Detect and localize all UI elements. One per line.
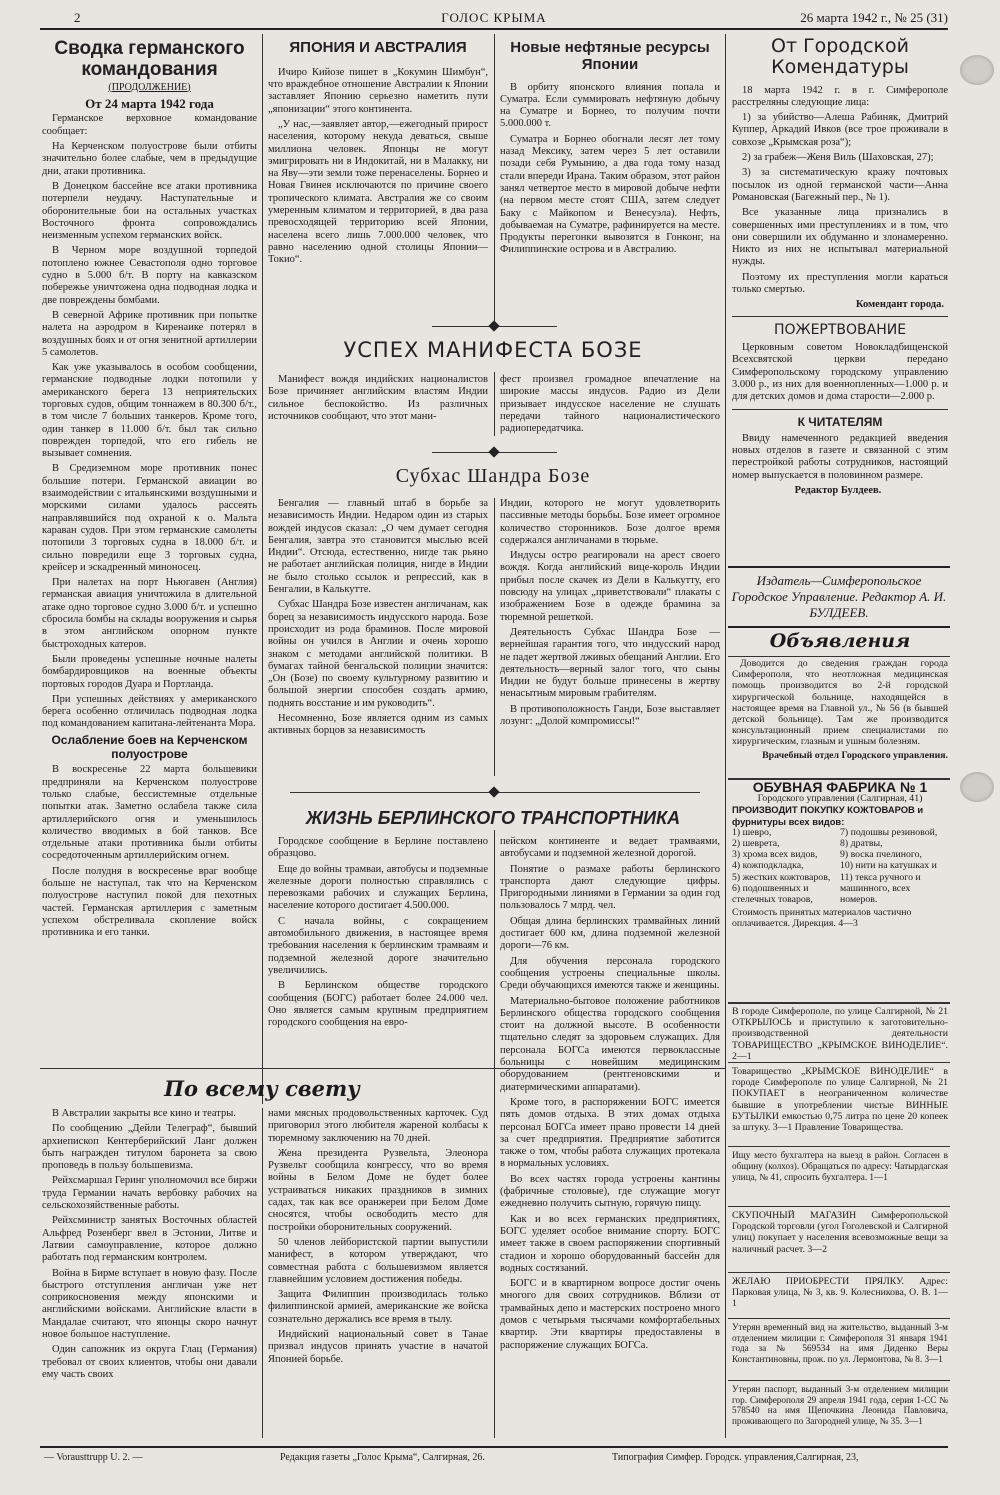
column-rule (262, 1108, 263, 1438)
paragraph: Все указанные лица признались в совершенных ими преступлениях и в том, что они совершили их обдуманно и злонамеренно. Никто из них не испытывал материальной нужды. (732, 207, 948, 268)
japan-oil-article (500, 36, 720, 321)
publisher-box (728, 566, 950, 628)
news-item: 50 членов лейбористской партии выпустили манифест, в котором утверждают, что совместная работа с большевизмом является главнейшим условием достижения победы. (268, 1236, 488, 1285)
news-item: Индийский национальный совет в Танае призвал индусов принять участие в начатой Японией борьбе. (268, 1329, 488, 1365)
paragraph: Как уже указывалось в особом сообщении, германские подводные лодки потопили у американского берега 13 неприятельских торговых судов, общим тоннажем в 80.300 б/т., в том числе 7 больших танкеров. Кроме того, один танкер в 11.000 б/т. был так сильно поврежден торпедой, что его гибель не вызывает сомнения. (42, 362, 257, 460)
paragraph: После полудня в воскресенье враг вообще больше не наступал, так что на Керченском полуострове наступил покой для пехотных частей. Германская артиллерия с заметным успехом обстреливала скопление войск противника и его танки. (42, 865, 257, 939)
paragraph: 1) за убийство—Алеша Рабиняк, Дмитрий Куппер, Аркадий Ивков (все трое проживали в совхозе „Крымская роза“); (732, 112, 948, 148)
column-rule (494, 372, 495, 436)
section-rule (728, 1146, 950, 1147)
bose-right (500, 498, 720, 780)
paragraph: В орбиту японского влияния попала и Суматра. Если суммировать нефтяную добычу на Суматре и Борнео, то получим почти 5.000.000 т. (500, 81, 720, 130)
news-item: нами мясных продовольственных карточек. Суд приговорил этого любителя жареной колбасы к тюремному заключению на 70 дней. (268, 1108, 488, 1144)
paragraph: На Керченском полуострове были отбиты значительно более слабые, чем в предыдущие дни, атаки противника. (42, 141, 257, 177)
ad-text: Товарищество „КРЫМСКОЕ ВИНОДЕЛИЕ“ в городе Симферополе по улице Салгирной, № 21 ПОКУПАЕТ в неограниченном количестве бывшие в употреблении чистые ВИННЫЕ БУТЫЛКИ емкостью 0,75 литра по цене 20 копеек за штуку. 3—1 Правление Товарищества. (732, 1066, 948, 1134)
ad-heading: ПРОИЗВОДИТ ПОКУПКУ КОЖТОВАРОВ и фурнитуры всех видов: (732, 804, 924, 827)
paragraph: При успешных действиях у американского берега особенно отличилась подводная лодка под командованием капитана-лейтенанта Мора. (42, 693, 257, 730)
article-title: Сводка германского командования (54, 38, 245, 81)
ad-list-item: 7) подошвы резиновой, (840, 826, 938, 838)
ad-lost-passport (732, 1384, 948, 1426)
news-item: По сообщению „Дейли Телеграф“, бывший архиепископ Кентерберийский Ланг должен быть награжден титулом баронета за свою проповедь в пользу большевизма. (42, 1123, 257, 1172)
paragraph: БОГС и в квартирном вопросе достиг очень многого для своих сотрудников. Вблизи от трамвайных депо и мастерских построено много домов с четырьмя тысячами комфортабельных квартир. Эти квартиры предоставлены в распоряжение служащих БОГСа. (500, 1278, 720, 1351)
column-rule (725, 34, 726, 1438)
ad-second-hand-shop (732, 1210, 948, 1255)
paragraph: Несомненно, Бозе является одним из самых активных борцов за независимость (268, 713, 488, 737)
paragraph: В Средиземном море противник понес большие потери. Германской авиации во взаимодействии с итальянскими воздушными и морскими силами удалось рассеять направлявшийся под охраной к о. Мальта караван судов. При этом германские самолеты потопили 3 торговых судна в 18.000 б/т. и сильно повредили еще 3 торговых судна, крейсер и эскадренный миноносец. (42, 463, 257, 573)
ad-text: Утерян временный вид на жительство, выданный 3-м отделением милиции г. Симферополя 31 января 1941 года за № 569534 на имя Диденко Веры Константиновны, прож. по ул. Лермонтова, № 8. 3—1 (732, 1322, 948, 1364)
ad-list-item: 1) шевро, (732, 826, 772, 838)
paragraph: Еще до войны трамваи, автобусы и подземные железные дороги полностью справлялись с перевозками рабочих и служащих Берлина, население которого достигает 4.500.000. (268, 863, 488, 912)
article-title: Субхас Шандра Бозе (395, 465, 591, 487)
section-rule (728, 1318, 950, 1319)
ad-medical (732, 658, 948, 761)
ad-list-item: 11) текса ручного и машинного, всех номеров. (840, 871, 921, 906)
page-header (40, 8, 948, 30)
ad-list-item: 9) воска пчелиного, (840, 849, 922, 861)
ad-list-item: 8) дратвы, (840, 838, 883, 850)
paragraph: Общая длина берлинских трамвайных линий достигает 600 км, длина подземной железной дороги—76 км. (500, 915, 720, 952)
paragraph: 2) за грабеж—Женя Виль (Шаховская, 27); (742, 152, 934, 164)
ad-list-item: 4) кожподкладка, (732, 860, 804, 872)
page-number: 2 (74, 10, 81, 25)
paragraph: Суматра и Борнео обогнали лесят лет тому назад Мексику, затем через 5 лет оставили позади себя Румынию, а два года тому назад стали впереди Ирана. Таким образом, этот район занял четвертое место в мировой добыче нефти (на первом месте стоят США, затем следует Баку с Майкопом и Венесуэла). Нефть, добываемая на Суматре, рафинируется на месте. Продукты перегонки вывозятся в Гонконг, на Филиппинские острова и в Австралию. (500, 133, 720, 256)
column-rule (494, 830, 495, 1438)
paragraph: 3) за систематическую кражу почтовых посылок из одной германской части—Анна Романовская (Багежный пер., № 1). (732, 167, 948, 203)
paragraph: Манифест вождя индийских националистов Бозе причиняет английским властям Индии сильное беспокойство. Из различных источников сообщают, что этот мани- (268, 374, 488, 422)
paragraph: Материально-бытовое положение работников Берлинского общества городского сообщения стоит на должной высоте. В особенности тщательно следят за здоровьем служащих. Для персонала БОГСа имеются первоклассные больницы с новейшим медицинским оборудованием (рентгеновскими и диатермическими аппаратами). (500, 995, 720, 1093)
ad-list-item: 6) подошвенных и стелечных товаров, (732, 882, 813, 906)
section-title: К ЧИТАТЕЛЯМ (732, 409, 948, 429)
news-item: В Австралии закрыты все кино и театры. (52, 1108, 236, 1119)
manifesto-left (268, 374, 488, 440)
ad-text: Доводится до сведения граждан города Симферополя, что неотложная медицинская помощь производится во 2-й городской хирургической больнице, находящейся в настоящее время на Главной ул., № 56 (в бывшей детской больнице). Там же производится консультационный прием специалистами по хирургическим, глазным и ушным болезням. (732, 658, 948, 748)
paragraph: Были проведены успешные ночные налеты бомбардировщиков на военные объекты портовых городов Дуара и Портланда. (42, 653, 257, 690)
paragraph: Понятие о размахе работы берлинского транспорта дают следующие цифры. Пригородными линиями в Германии за один год пользовалось 7 млрд. чел. (500, 863, 720, 912)
binder-hole (960, 772, 994, 802)
paragraph: Церковным советом Новокладбищенской Всехсвятской церкви передано Симферопольскому городскому управлению 3.000 р., из них для военнопленных—1.000 р. и для детских домов и дома старости—2.000 р. (732, 341, 948, 403)
paragraph: Ичиро Кийозе пишет в „Кокумин Шимбун“, что враждебное отношение Австралии к Японии заставляет Японию серьезно наметить пути „японизации“ этого континента. (268, 66, 488, 115)
manifesto-right (500, 374, 720, 440)
paragraph: Бенгалия — главный штаб в борьбе за независимость Индии. Недаром один из старых вождей индусов сказал: „О чем думает сегодня Бенгалия, завтра это становится мыслью всей Индии“. Отсюда, естественно, нигде так рьяно не работает английская полиция, нигде в Индии не было столько ссылок и репрессий, как в Бенгалии, в Калькутте. (268, 498, 488, 596)
column-rule (494, 34, 495, 324)
berlin-right (500, 836, 720, 1440)
paragraph: Городское сообщение в Берлине поставлено образцово. (268, 836, 488, 860)
binder-hole (960, 55, 994, 85)
news-item: Рейхсмаршал Геринг уполномочил все биржи труда Германии начать вербовку рабочих на сельскохозяйственные работы. (42, 1175, 257, 1212)
article-title: УСПЕХ МАНИФЕСТА БОЗЕ (343, 338, 643, 362)
ad-list-right (840, 827, 946, 905)
article-title: ЖИЗНЬ БЕРЛИНСКОГО ТРАНСПОРТНИКА (305, 808, 681, 828)
column-rule (262, 34, 263, 1104)
news-item: Рейхсминистр занятых Восточных областей Альфред Розенберг ввел в Эстонии, Литве и Латвии самоуправление, которое должно работать под германским контролем. (42, 1215, 257, 1264)
column-rule (494, 498, 495, 776)
section-heading: Ослабление боев на Керченском полуострове (51, 732, 248, 761)
ad-signature: Врачебный отдел Городского управления. (762, 749, 948, 761)
paragraph: В Донецком бассейне все атаки противника потерпели неудачу. Наступательные и оборонительные бои на остальных участках Восточного фронта сопровождались неизменным успехом германских войск. (42, 180, 257, 242)
paragraph: Субхас Шандра Бозе известен англичанам, как борец за независимость индусского народа. Бозе происходит из рода браминов. После мировой войны он учился в Англии и очень хорошо знаком с методами английской политики. В бумагах тайной бенгальской полиции значится: „Он (Бозе) по своему культурному развитию и большой энергии способен создать армию, поднять восстание и им руководить“. (268, 599, 488, 709)
paragraph: Поэтому их преступления могли караться только смертью. (732, 271, 948, 295)
paragraph: Германское верховное командование сообщает: (42, 113, 257, 137)
ad-footer: Стоимость принятых материалов частично оплачивается. Дирекция. 4—3 (732, 907, 912, 930)
ad-lost-residence-permit (732, 1322, 948, 1364)
section-rule (728, 1002, 950, 1004)
world-right (268, 1108, 488, 1440)
section-title: ПОЖЕРТВОВАНИЕ (732, 316, 948, 339)
footer-left: — Vorausttrupp U. 2. — (44, 1452, 143, 1463)
paragraph: Деятельность Субхас Шандра Бозе — вернейшая гарантия того, что индусский народ не падет жертвой лживых обещаний Англии. Его деятельность—верный залог того, что сыны Индии не будут больше принесены в жертву ненасытным мировым грабителям. (500, 626, 720, 700)
signature: Редактор Булдеев. (794, 485, 882, 497)
section-rule (728, 1062, 950, 1063)
ad-text: В городе Симферополе, по улице Салгирной, № 21 ОТКРЫЛОСЬ и приступило к заготовительно-производственной деятельности ТОВАРИЩЕСТВО „КРЫМСКОЕ ВИНОДЕЛИЕ“. 2—1 (732, 1006, 948, 1062)
ad-winery-opening (732, 1006, 948, 1062)
paragraph: Во всех частях города устроены кантины (фабричные столовые), где служащие могут ежедневно получить сытную, горячую пищу. (500, 1173, 720, 1210)
paragraph: Для обучения персонала городского сообщения устроены специальные школы. Среди обучающихся имеются также и женщины. (500, 955, 720, 992)
article-subtitle: (ПРОДОЛЖЕНИЕ) (108, 81, 191, 93)
paragraph: В воскресенье 22 марта большевики предприняли на Керченском полуострове только слабые, бессистемные отдельные попытки атак. Заметно ослабела также сила артиллерийского огня и уменьшилось количество вводимых в бой танков. Все отдельные атаки противника были отбиты сосредоточенным артиллерийским огнем. (42, 764, 257, 862)
paragraph: С начала войны, с сокращением автомобильного движения, в настоящее время требования населения к берлинским трамваям и подземной железной дороге значительно увеличились. (268, 915, 488, 976)
article-title: От Городской Комендатуры (771, 36, 909, 79)
article-title: ЯПОНИЯ И АВСТРАЛИЯ (289, 39, 467, 56)
paragraph: Ввиду намеченного редакцией введения новых отделов в газете и связанной с этим перестройкой работы сотрудников, настоящий номер выпускается в половинном размере. (732, 432, 948, 481)
ads-title: Объявления (769, 630, 911, 652)
paragraph: Как и во всех германских предприятиях, БОГС уделяет особое внимание спорту. БОГС имеет также в своем распоряжении спортивный стадион и хорошо оборудованный бассейн для водных состязаний. (500, 1213, 720, 1274)
ad-text: СКУПОЧНЫЙ МАГАЗИН Симферопольской Городской торговли (угол Гоголевской и Салгирной улиц) покупает у населения всевозможные вещи за наличный расчет. 3—2 (732, 1210, 948, 1255)
notices-column (732, 36, 948, 596)
paragraph: Индусы остро реагировали на арест своего вождя. Когда английский вице-король Индии прибыл после скачек из Дели в Калькутту, его повсюду на улицах „приветствовали“ плакаты с изображением Бозе в одежде брамина за тюремной решеткой. (500, 550, 720, 623)
section-title: По всему свету (164, 1076, 360, 1101)
news-item: Защита Филиппин производилась только филиппинской армией, американские же войска сознательно держались все время в тылу. (268, 1289, 488, 1325)
ad-list-item: 5) жестких кожтоваров, (732, 871, 831, 883)
section-rule (728, 1380, 950, 1381)
signature: Комендант города. (855, 299, 944, 311)
section-rule (728, 778, 950, 780)
ad-list-item: 3) хрома всех видов, (732, 849, 818, 861)
news-item: Жена президента Рузвельта, Элеонора Рузвельт сообщила конгрессу, что во время войны в Белом Доме не будет более устраиваться никаких праздников в зимних садах, так как все оранжереи при Белом Доме сносятся, чтобы освободить место для постройки оборонительных сооружений. (268, 1147, 488, 1233)
ad-subtitle: Городского управления (Салгирная, 41) (757, 793, 923, 805)
page-footer (40, 1446, 948, 1466)
paragraph: „У нас,—заявляет автор,—ежегодный прирост населения, которому некуда деваться, свыше миллиона человек. Японцы не могут эмигрировать ни в Индокитай, ни в Малакку, ни на Яву—эти земли тоже перенаселены. Борнео и Новая Гвинея исключаются по причине своего тропического климата. Австралия же со своим умеренным климатом и территорией, в два раза превосходящей территорию всей Японии, населена всего лишь 7.000.000 человек, что равно населению одной столицы Японии—Токио“. (268, 118, 488, 266)
wehrmacht-report-article (42, 36, 257, 1066)
ad-list-item: 10) нити на катушках и (840, 860, 937, 872)
paragraph: пейском континенте и ведает трамваями, автобусами и подземной железной дорогой. (500, 836, 720, 860)
footer-printing: Типография Симфер. Городск. управления,Салгирная, 23, (612, 1452, 859, 1463)
ad-list-left (732, 827, 840, 905)
news-item: Один сапожник из округа Глац (Германия) требовал от своих клиентов, чтобы они давали ему часть своих (42, 1344, 257, 1380)
paragraph: При налетах на порт Ньюгавен (Англия) германская авиация уничтожила в длительной атаке одно торговое судно 3.000 б/т. и успешно сбросила бомбы на склады вооружения и сырья в этом английском опорном пункте быстроходных катеров. (42, 577, 257, 650)
section-rule (728, 1206, 950, 1207)
paper-name: ГОЛОС КРЫМА (441, 10, 547, 25)
section-rule (728, 656, 950, 657)
section-rule (728, 1272, 950, 1273)
report-date: От 24 марта 1942 года (85, 95, 214, 111)
ad-shoe-factory (732, 782, 948, 930)
bose-left (268, 498, 488, 780)
ornament-diamond (488, 446, 499, 457)
paragraph: Индии, которого не могут удовлетворить пассивные методы борьбы. Бозе имеет огромное количество сторонников. Бозе долгое время содержался англичанами в тюрьме. (500, 498, 720, 546)
paragraph: В северной Африке противник при попытке налета на аэродром в Киренаике потерял в воздушных боях и от огня зенитной артиллерии 5 самолетов. (42, 309, 257, 358)
ad-text: Утерян паспорт, выданный 3-м отделением милиции гор. Симферополя 29 апреля 1941 года, серия 1-СС № 578540 на имя Щепочкина Леонида Павловича, проживающего по Загородней улице, № 35. 3—1 (732, 1384, 948, 1426)
ad-list (732, 827, 948, 905)
ad-title: ОБУВНАЯ ФАБРИКА № 1 (752, 782, 928, 795)
news-item: Война в Бирме вступает в новую фазу. После быстрого отступления англичан уже нет соприкосновения между японскими и английскими войсками. Английские власти в Мандалае считают, что японцы скоро начнут новое большое наступление. (42, 1267, 257, 1341)
paragraph: В Черном море воздушной торпедой потоплено южнее Севастополя одно торговое судно в 5.000 б/т. В порту на кавказском побережье уничтожена одна подводная лодка и две повреждены бомбами. (42, 245, 257, 306)
paragraph: В Берлинском обществе городского сообщения (БОГС) работает более 24.000 чел. Оно является самым крупным предприятием городского сообщения на евро- (268, 980, 488, 1029)
ad-list-item: 2) шеврета, (732, 838, 780, 850)
ad-text: Ищу место бухгалтера на выезд в район. Согласен в общину (колхоз). Обращаться по адресу: Чатырдагская улица, № 41, спросить бухгалтера. 1—1 (732, 1150, 948, 1183)
paragraph: фест произвел громадное впечатление на широкие массы индусов. Радио из Дели призывает индусское население не слушать передачи тайного националистического радиопередатчика. (500, 374, 720, 435)
article-title: Новые нефтяные ресурсы Японии (510, 39, 710, 73)
ad-accountant (732, 1150, 948, 1184)
paragraph: В противоположность Ганди, Бозе выставляет лозунг: „Долой компромиссы!“ (500, 703, 720, 728)
footer-editorial: Редакция газеты „Голос Крыма“, Салгирная, 26. (280, 1452, 485, 1463)
ad-text: ЖЕЛАЮ ПРИОБРЕСТИ ПРЯЛКУ. Адрес: Парковая улица, № 3, кв. 9. Колесникова, О. В. 1—1 (732, 1276, 948, 1310)
ad-winery-bottles (732, 1066, 948, 1133)
world-left (42, 1108, 257, 1440)
issue-date: 26 марта 1942 г., № 25 (31) (800, 10, 948, 25)
paragraph: 18 марта 1942 г. в г. Симферополе расстреляны следующие лица: (732, 84, 948, 108)
paragraph: Кроме того, в распоряжении БОГС имеется пять домов отдыха. В этих домах отдыха персонал БОГСа имеет право провести 14 дней за счет предприятия. Предприятие заботится также о том, чтобы работа служащих протекала в нормальных условиях. (500, 1096, 720, 1170)
japan-australia-article (268, 36, 488, 321)
berlin-left (268, 836, 488, 1068)
ad-spinning-wheel (732, 1276, 948, 1310)
ornament-diamond (488, 786, 499, 797)
ornament-diamond (488, 320, 499, 331)
publisher-info: Издатель—Симферопольское Городское Управление. Редактор А. И. БУЛДЕЕВ. (731, 573, 947, 620)
